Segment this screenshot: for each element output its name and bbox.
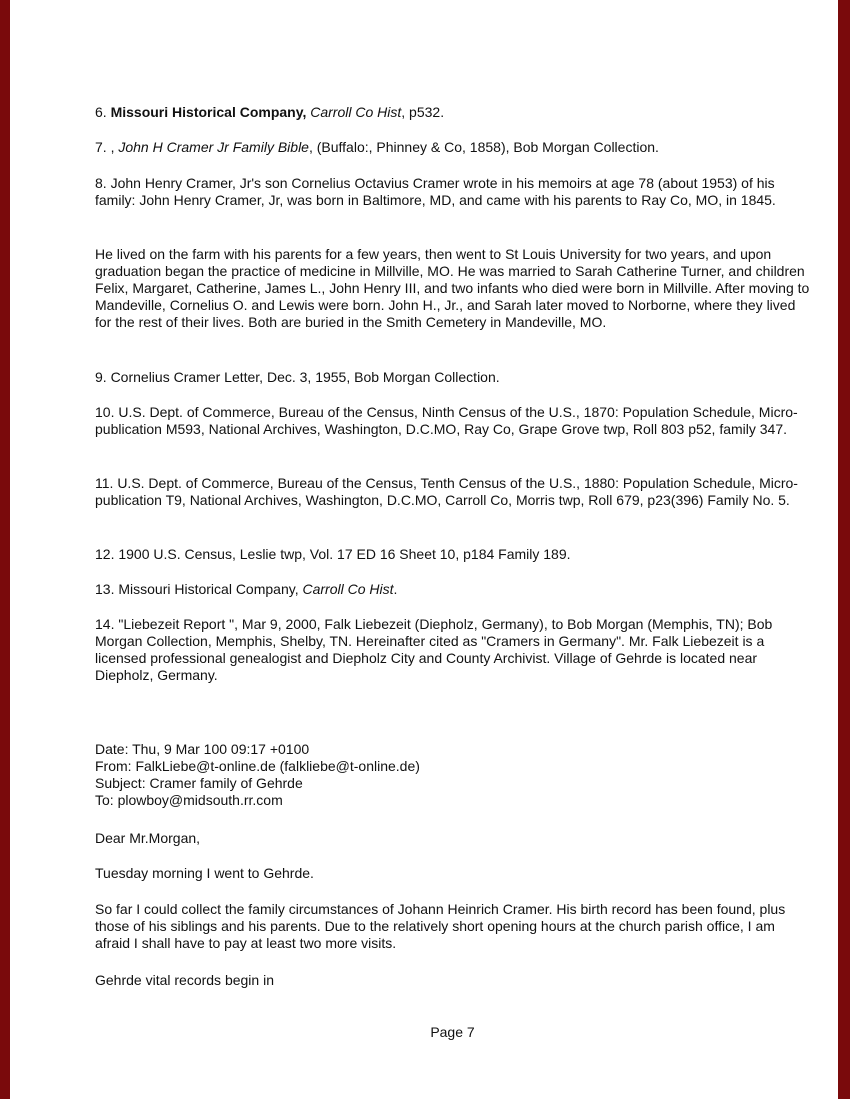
footnote-6-author: Missouri Historical Company, bbox=[110, 104, 307, 120]
email-greeting: Dear Mr.Morgan, bbox=[95, 830, 201, 846]
page-number: Page 7 bbox=[430, 1024, 475, 1040]
footnote-7 bbox=[95, 139, 810, 156]
footnote-9: 9. Cornelius Cramer Letter, Dec. 3, 1955, Bob Morgan Collection. bbox=[95, 369, 500, 385]
footnote-13-title: Carroll Co Hist bbox=[302, 581, 394, 597]
footnote-6-title: Carroll Co Hist bbox=[310, 104, 402, 120]
footnote-10: 10. U.S. Dept. of Commerce, Bureau of the Census, Ninth Census of the U.S., 1870: Population Schedule, Micro-publication M593, National Archives, Washington, D.C.MO, Ray Co, Grape Grove twp, Roll 803 p52, family 347. bbox=[95, 404, 798, 437]
footnote-14: 14. "Liebezeit Report ", Mar 9, 2000, Falk Liebezeit (Diepholz, Germany), to Bob Morgan (Memphis, TN); Bob Morgan Collection, Memphis, Shelby, TN. Hereinafter cited as "Cramers in Germany". Mr. Falk Liebezeit is a licensed professional genealogist and Diepholz City and County Archivist. Village of Gehrde is located near Diepholz, Germany. bbox=[95, 616, 773, 683]
footnote-8: 8. John Henry Cramer, Jr's son Cornelius Octavius Cramer wrote in his memoirs at age 78 (about 1953) of his family: John Henry Cramer, Jr, was born in Baltimore, MD, and came with his parents to Ray Co, MO, in 1845. bbox=[95, 175, 776, 208]
footnote-13 bbox=[95, 581, 810, 598]
email-paragraph-1: Tuesday morning I went to Gehrde. bbox=[95, 865, 314, 881]
footnote-7-rest: , (Buffalo:, Phinney & Co, 1858), Bob Morgan Collection. bbox=[308, 139, 659, 155]
email-to: To: plowboy@midsouth.rr.com bbox=[95, 792, 283, 808]
email-date: Date: Thu, 9 Mar 100 09:17 +0100 bbox=[95, 741, 310, 757]
document-page bbox=[95, 0, 810, 1099]
footnote-13-rest: . bbox=[393, 581, 398, 597]
right-page-edge bbox=[838, 0, 850, 1099]
footnote-8-continued: He lived on the farm with his parents for a few years, then went to St Louis University for two years, and upon graduation began the practice of medicine in Millville, MO. He was married to Sarah Catherine Turner, and children Felix, Margaret, Catherine, James L., John Henry III, and two infants who died were born in Millville. After moving to Mandeville, Cornelius O. and Lewis were born. John H., Jr., and Sarah later moved to Norborne, where they lived for the rest of their lives. Both are buried in the Smith Cemetery in Mandeville, MO. bbox=[95, 246, 810, 330]
footnote-12: 12. 1900 U.S. Census, Leslie twp, Vol. 17 ED 16 Sheet 10, p184 Family 189. bbox=[95, 546, 571, 562]
footnote-7-number: 7. , bbox=[95, 139, 115, 155]
email-paragraph-2: So far I could collect the family circumstances of Johann Heinrich Cramer. His birth record has been found, plus those of his siblings and his parents. Due to the relatively short opening hours at the church parish office, I am afraid I shall have to pay at least two more visits. bbox=[95, 901, 786, 951]
footnote-7-title: John H Cramer Jr Family Bible bbox=[118, 139, 309, 155]
footnote-13-author: Missouri Historical Company, bbox=[118, 581, 299, 597]
footnote-6-rest: , p532. bbox=[401, 104, 445, 120]
email-paragraph-3: Gehrde vital records begin in bbox=[95, 972, 274, 988]
email-subject: Subject: Cramer family of Gehrde bbox=[95, 775, 303, 791]
footnote-6-number: 6. bbox=[95, 104, 107, 120]
footnote-6 bbox=[95, 104, 810, 121]
left-page-edge bbox=[0, 0, 10, 1099]
footnote-13-number: 13. bbox=[95, 581, 115, 597]
footnote-11: 11. U.S. Dept. of Commerce, Bureau of the Census, Tenth Census of the U.S., 1880: Population Schedule, Micro-publication T9, National Archives, Washington, D.C.MO, Carroll Co, Morris twp, Roll 679, p23(396) Family No. 5. bbox=[95, 475, 798, 508]
email-from: From: FalkLiebe@t-online.de (falkliebe@t-online.de) bbox=[95, 758, 420, 774]
